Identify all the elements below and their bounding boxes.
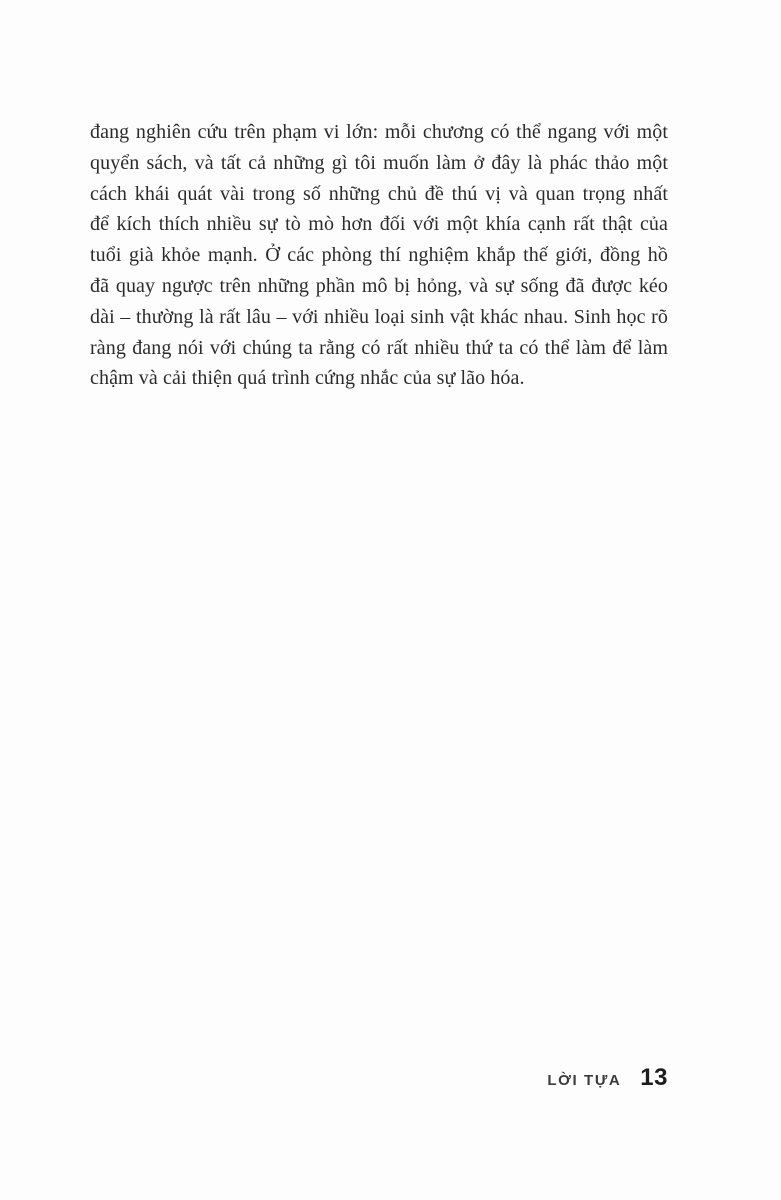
body-paragraph	[90, 117, 668, 394]
paragraph-line: cách khái quát vài trong số những chủ đề thú vị và quan trọng nhất	[90, 182, 668, 205]
page-footer	[547, 1064, 668, 1092]
paragraph-line: để kích thích nhiều sự tò mò hơn đối với một khía cạnh rất thật của	[90, 213, 668, 236]
paragraph-line: tuổi già khỏe mạnh. Ở các phòng thí nghiệm khắp thế giới, đồng hồ	[90, 244, 668, 267]
paragraph-line: dài – thường là rất lâu – với nhiều loại sinh vật khác nhau. Sinh học rõ	[90, 305, 668, 328]
paragraph-line: quyển sách, và tất cả những gì tôi muốn làm ở đây là phác thảo một	[90, 151, 668, 174]
paragraph-line: chậm và cải thiện quá trình cứng nhắc của sự lão hóa.	[90, 367, 525, 390]
paragraph-line: đã quay ngược trên những phần mô bị hỏng, và sự sống đã được kéo	[90, 274, 668, 297]
footer-page-number: 13	[640, 1064, 668, 1091]
paragraph-line: đang nghiên cứu trên phạm vi lớn: mỗi chương có thể ngang với một	[90, 121, 668, 143]
paragraph-line: ràng đang nói với chúng ta rằng có rất nhiều thứ ta có thể làm để làm	[90, 336, 668, 359]
footer-section-title: LỜI TỰA	[547, 1072, 622, 1089]
